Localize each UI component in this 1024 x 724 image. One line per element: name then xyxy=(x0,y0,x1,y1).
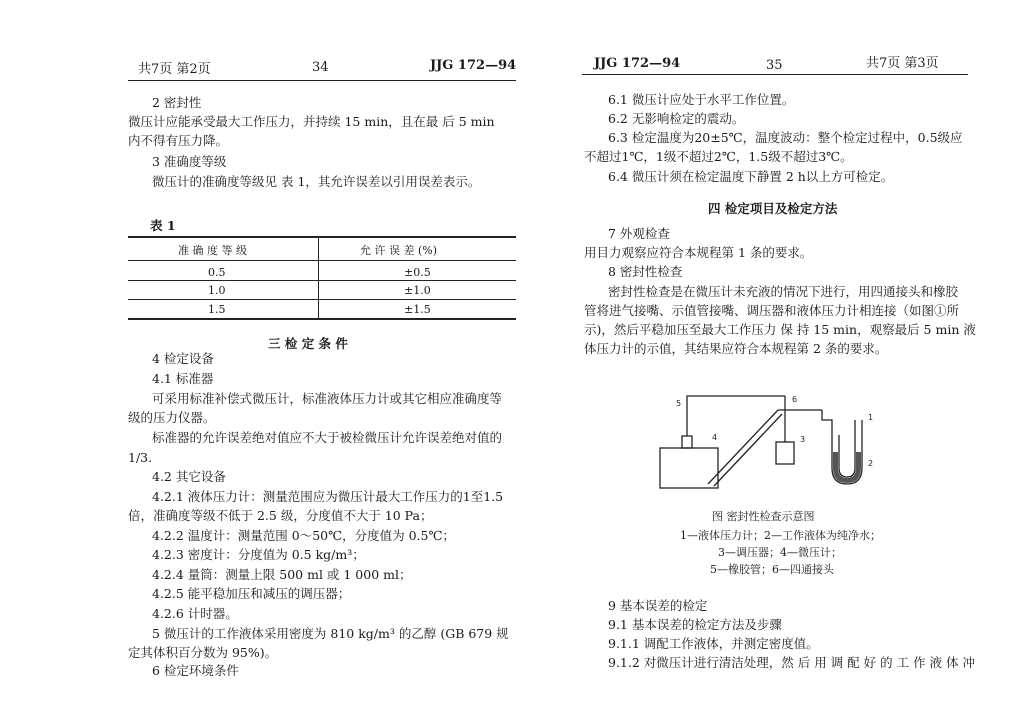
figure-legend-line3: 5—橡胶管；6—四通接头 xyxy=(710,563,834,576)
s62: 6.2 无影响检定的震动。 xyxy=(608,111,745,126)
s8-body-line1: 密封性检查是在微压计未充液的情况下进行，用四通接头和橡胶 xyxy=(608,284,959,299)
s41-title: 4.1 标准器 xyxy=(152,371,214,386)
u-tube-liquid xyxy=(833,452,861,483)
s41-body-line3: 标准器的允许误差绝对值应不大于被检微压计允许误差绝对值的 xyxy=(152,430,503,445)
figure-title: 图 密封性检查示意图 xyxy=(712,510,815,523)
figure-legend-line2: 3—调压器；4—微压计； xyxy=(718,546,842,559)
left-header-page-number: 34 xyxy=(312,60,329,75)
s4-title: 4 检定设备 xyxy=(152,351,214,366)
s7-title: 7 外观检查 xyxy=(608,226,670,241)
s421-line2: 倍，准确度等级不低于 2.5 级，分度值不大于 10 Pa； xyxy=(128,508,433,523)
s9-title: 9 基本误差的检定 xyxy=(608,598,708,613)
chapter4-title: 四 检定项目及检定方法 xyxy=(708,201,838,216)
s425: 4.2.5 能平稳加压和减压的调压器； xyxy=(152,586,351,601)
s8-title: 8 密封性检查 xyxy=(608,264,683,279)
s421-line1: 4.2.1 液体压力计：测量范围应为微压计最大工作压力的1至1.5 xyxy=(152,489,504,504)
s5-line1: 5 微压计的工作液体采用密度为 810 kg/m³ 的乙醇 (GB 679 规 xyxy=(152,626,509,641)
table1-cell-grade-3: 1.5 xyxy=(208,303,226,316)
s424: 4.2.4 量筒：测量上限 500 ml 或 1 000 ml； xyxy=(152,567,412,582)
table1-cell-error-3: ±1.5 xyxy=(404,303,431,316)
sec3-title: 3 准确度等级 xyxy=(152,154,227,169)
table1-title: 表 1 xyxy=(150,218,176,233)
table1-header-rule xyxy=(128,260,516,261)
table1-column-divider xyxy=(318,238,319,318)
table1-cell-grade-2: 1.0 xyxy=(208,284,226,297)
u-tube-pipe xyxy=(822,410,832,435)
s8-body-line2: 管将进气接嘴、示值管接嘴、调压器和液体压力计相连接（如图①所 xyxy=(584,303,960,318)
right-header-page-count: 共7页 第3页 xyxy=(866,56,939,71)
table1-top-rule xyxy=(128,236,516,238)
s426: 4.2.6 计时器。 xyxy=(152,606,238,621)
rubber-tube xyxy=(687,396,785,436)
sec2-title: 2 密封性 xyxy=(152,95,202,110)
sealing-test-diagram xyxy=(650,380,900,496)
table1-row-rule xyxy=(128,280,516,281)
label-3: 3 xyxy=(800,435,806,444)
s8-body-line3: 示)，然后平稳加压至最大工作压力 保 持 15 min，观察最后 5 min 液 xyxy=(584,322,976,337)
left-header-page-count: 共7页 第2页 xyxy=(138,62,211,77)
s422: 4.2.2 温度计：测量范围 0～50℃，分度值为 0.5℃； xyxy=(152,528,455,543)
u-tube-inner xyxy=(839,420,855,477)
s41-body-line1: 可采用标准补偿式微压计，标准液体压力计或其它相应准确度等 xyxy=(152,391,503,406)
s911: 9.1.1 调配工作液体，并测定密度值。 xyxy=(608,636,819,651)
s42-title: 4.2 其它设备 xyxy=(152,469,226,484)
table1-header-error: 允 许 误 差 (%) xyxy=(360,244,438,257)
label-6: 6 xyxy=(792,395,798,404)
left-header-code: JJG 172—94 xyxy=(430,58,517,73)
s61: 6.1 微压计应处于水平工作位置。 xyxy=(608,92,795,107)
pressure-regulator xyxy=(776,442,794,464)
label-5: 5 xyxy=(676,399,682,408)
s91: 9.1 基本误差的检定方法及步骤 xyxy=(608,617,782,632)
inclined-tube xyxy=(708,410,778,484)
s63-line2: 不超过1℃，1级不超过2℃，1.5级不超过3℃。 xyxy=(584,149,853,164)
s6-title: 6 检定环境条件 xyxy=(152,663,239,678)
table1-header-grade: 准 确 度 等 级 xyxy=(178,244,247,257)
inclined-tube-edge xyxy=(714,414,782,486)
sec2-body-line2: 内不得有压力降。 xyxy=(128,133,229,148)
table1-row-rule xyxy=(128,299,516,300)
right-header-page-number: 35 xyxy=(766,58,783,73)
s8-body-line4: 体压力计的示值，其结果应符合本规程第 2 条的要求。 xyxy=(584,341,888,356)
table1-cell-error-1: ±0.5 xyxy=(404,266,431,279)
right-header-rule xyxy=(582,74,968,75)
s5-line2: 定其体积百分数为 95%)。 xyxy=(128,645,278,660)
sec2-body-line1: 微压计应能承受最大工作压力，并持续 15 min，且在最 后 5 min xyxy=(128,114,495,129)
s423: 4.2.3 密度计：分度值为 0.5 kg/m³； xyxy=(152,547,365,562)
label-4: 4 xyxy=(712,433,718,442)
table1-cell-grade-1: 0.5 xyxy=(208,266,226,279)
sec3-body: 微压计的准确度等级见 表 1，其允许误差以引用误差表示。 xyxy=(152,174,481,189)
micromanometer-nozzle xyxy=(682,436,692,448)
right-header-code: JJG 172—94 xyxy=(594,56,681,71)
s912: 9.1.2 对微压计进行清洁处理，然 后 用 调 配 好 的 工 作 液 体 冲 xyxy=(608,655,975,670)
s41-body-line2: 级的压力仪器。 xyxy=(128,410,216,425)
table1-cell-error-2: ±1.0 xyxy=(404,284,431,297)
s64: 6.4 微压计须在检定温度下静置 2 h以上方可检定。 xyxy=(608,169,894,184)
label-2: 2 xyxy=(868,459,874,468)
figure-legend-line1: 1—液体压力计；2—工作液体为纯净水； xyxy=(680,529,881,542)
table1-bottom-rule xyxy=(128,318,516,320)
left-header-rule xyxy=(128,80,516,81)
s63-line1: 6.3 检定温度为20±5℃，温度波动：整个检定过程中，0.5级应 xyxy=(608,130,963,145)
label-1: 1 xyxy=(868,413,874,422)
s41-body-line4: 1/3. xyxy=(128,450,153,465)
s7-body: 用目力观察应符合本规程第 1 条的要求。 xyxy=(584,245,813,260)
chapter3-title: 三 检 定 条 件 xyxy=(268,336,348,351)
